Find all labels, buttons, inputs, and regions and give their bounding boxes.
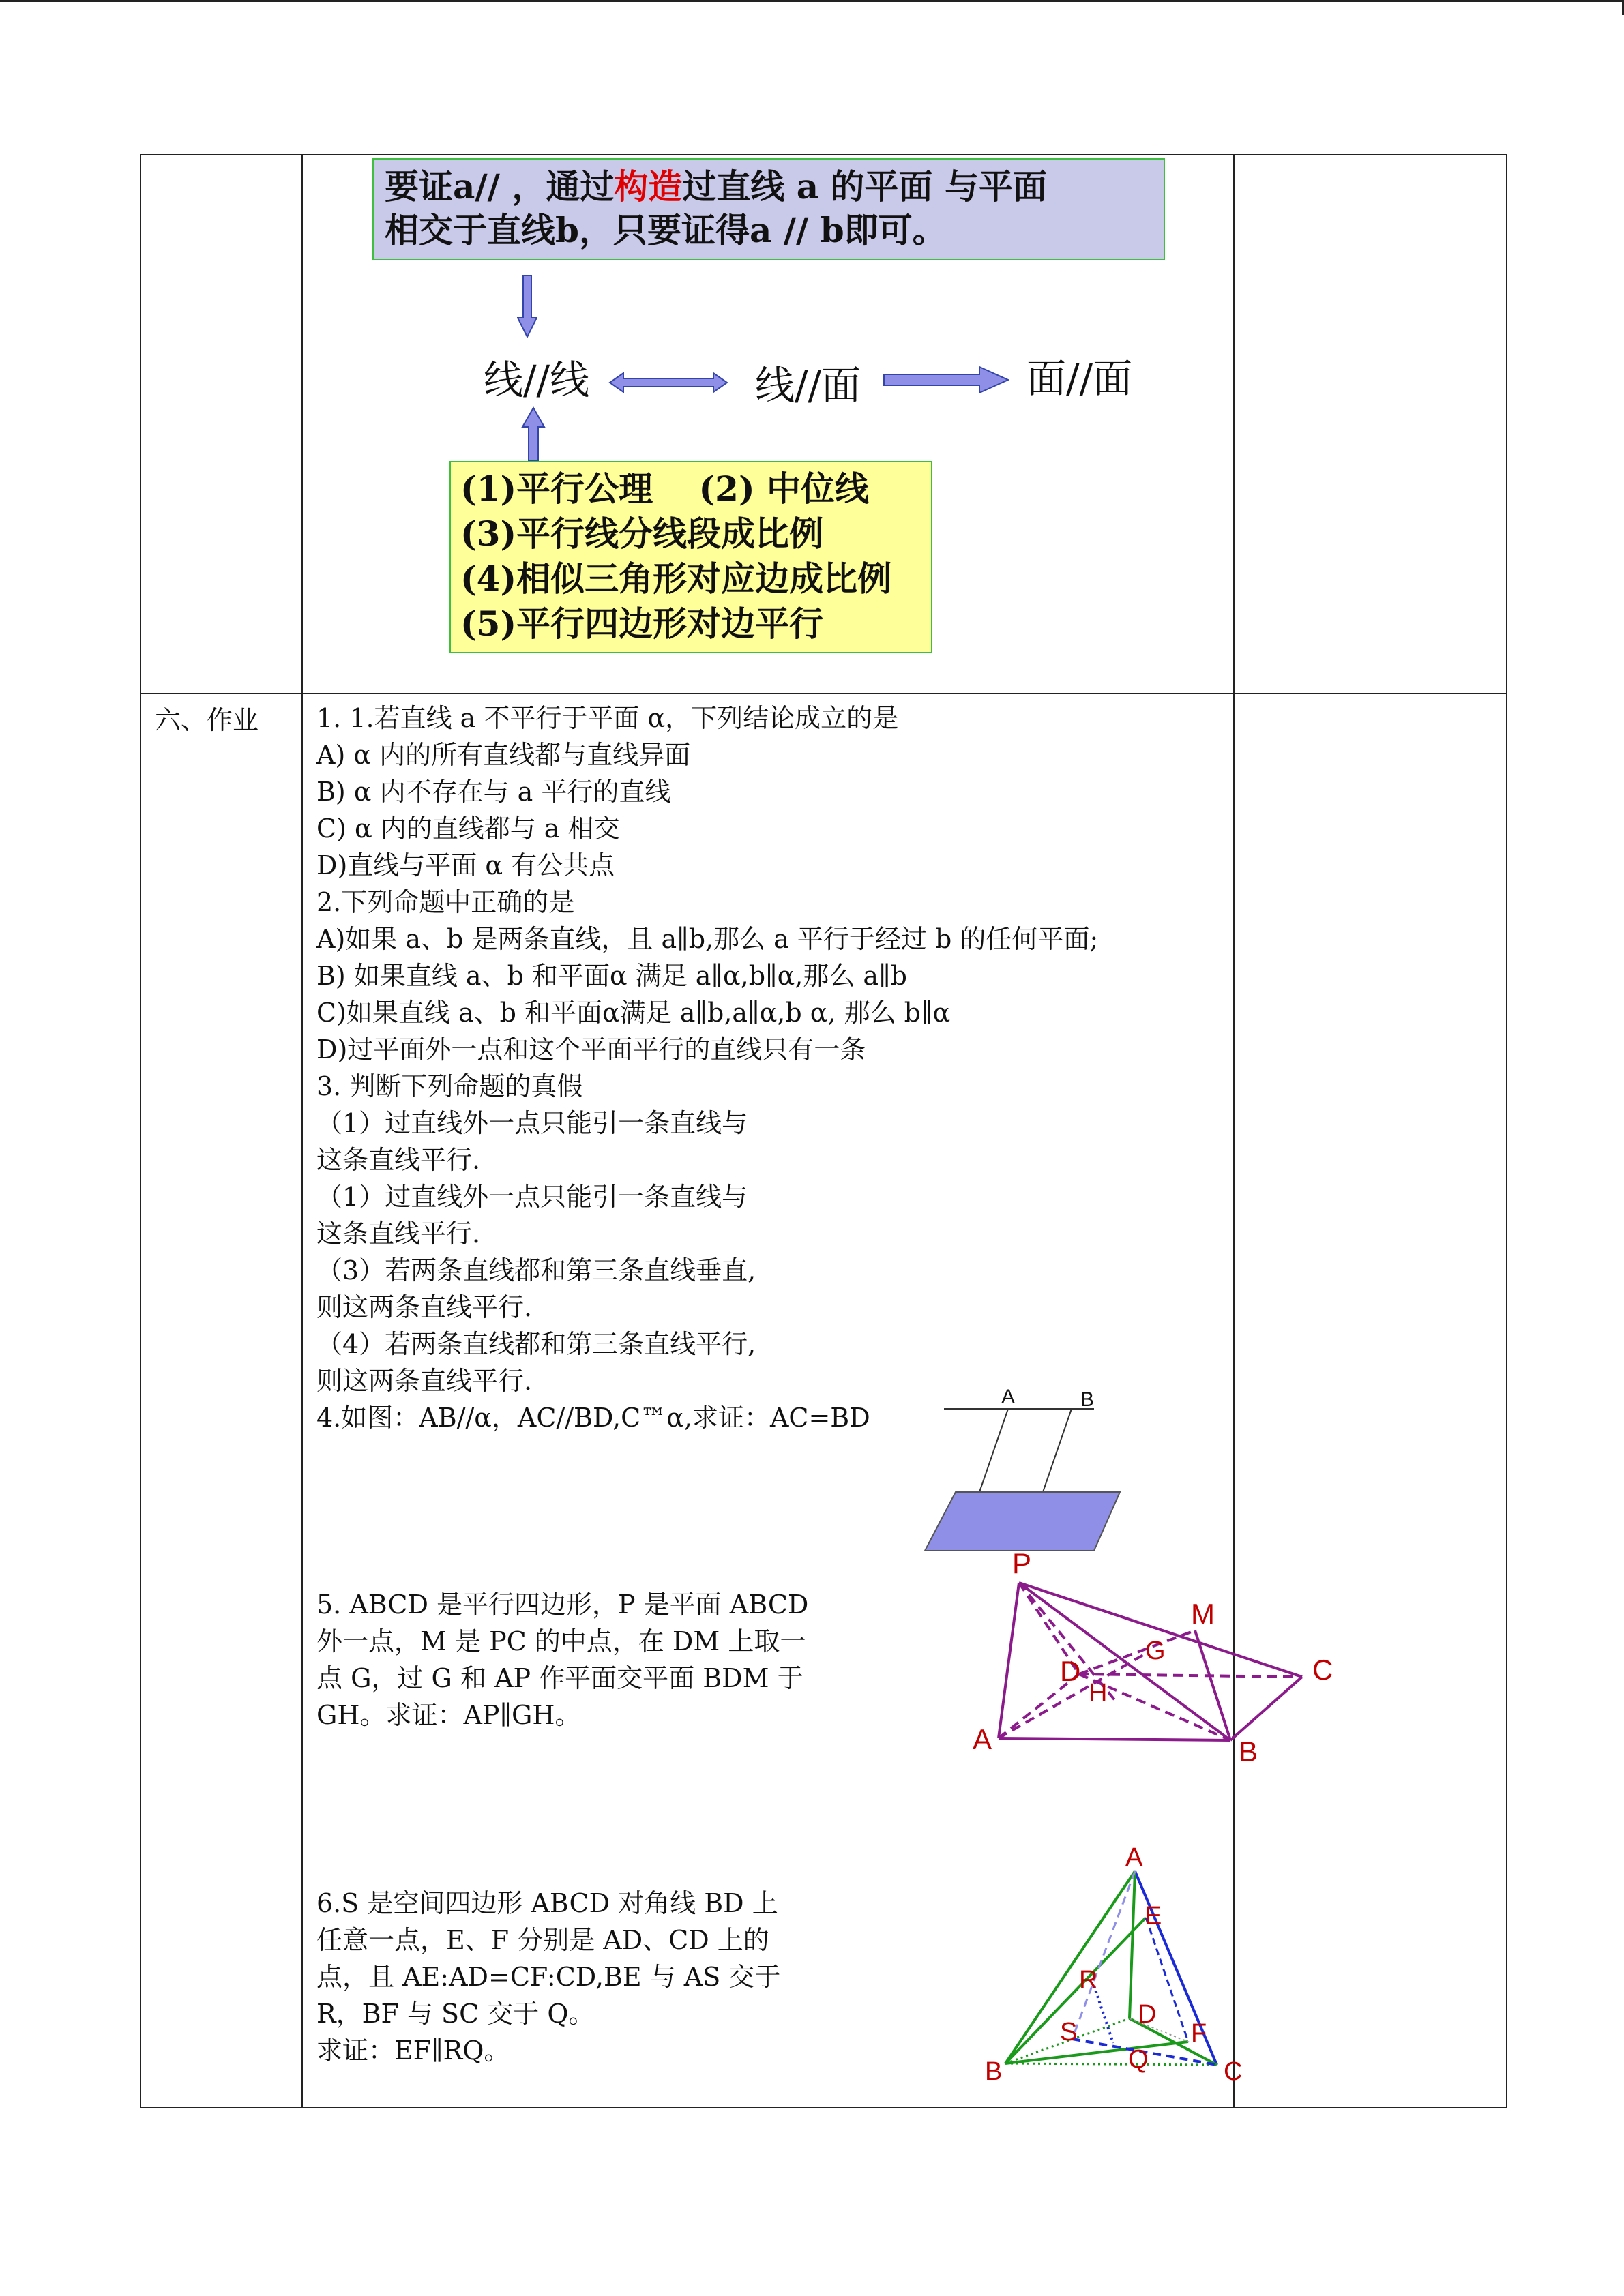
construct-highlight: 构造 <box>614 166 683 207</box>
row-label-cell <box>141 694 302 2108</box>
label-q: Q <box>1128 2045 1149 2074</box>
page-top-border <box>0 0 1624 2</box>
homework-line: 外一点，M 是 PC 的中点，在 DM 上取一 <box>316 1626 806 1656</box>
label-r: R <box>1079 1966 1098 1995</box>
edge-bc <box>1005 2063 1217 2065</box>
figure-5-pyramid <box>971 1543 1394 1789</box>
label-a: A <box>1001 1386 1016 1408</box>
homework-cell <box>302 694 1333 2108</box>
segment-bd <box>1043 1409 1072 1492</box>
homework-line: 4.如图：AB//α，AC//BD,C™α,求证：AC=BD <box>316 1403 870 1433</box>
label-m: M <box>1191 1598 1215 1630</box>
label-h: H <box>1089 1679 1108 1708</box>
proof-strategy-box <box>372 158 1165 260</box>
homework-line: 任意一点，E、F 分别是 AD、CD 上的 <box>316 1925 769 1955</box>
problem-6-text <box>316 1885 780 2069</box>
label-b: B <box>985 2057 1003 2086</box>
line-parallel-line: 线//线 <box>484 357 590 403</box>
label-g: G <box>1145 1637 1166 1665</box>
arrow-up-icon <box>521 406 546 462</box>
homework-line: （4）若两条直线都和第三条直线平行, <box>316 1329 756 1359</box>
label-b: B <box>1239 1735 1258 1768</box>
homework-line: D)直线与平面 α 有公共点 <box>316 850 615 880</box>
homework-line: R，BF 与 SC 交于 Q。 <box>316 1999 595 2029</box>
label-p: P <box>1012 1547 1032 1579</box>
label-c: C <box>1224 2057 1243 2086</box>
label-d: D <box>1138 2000 1157 2029</box>
homework-line: A)如果 a、b 是两条直线，且 a∥b,那么 a 平行于经过 b 的任何平面; <box>316 924 1099 954</box>
segment-dm <box>1079 1630 1195 1674</box>
homework-line: 1. 1.若直线 a 不平行于平面 α，下列结论成立的是 <box>316 703 899 733</box>
problem-5-text <box>316 1586 808 1733</box>
method-item: (3)平行线分线段成比例 <box>460 513 824 554</box>
label-e: E <box>1145 1902 1162 1930</box>
label-s: S <box>1060 2018 1078 2046</box>
homework-line: A) α 内的所有直线都与直线异面 <box>316 740 691 770</box>
homework-line: 点，且 AE:AD=CF:CD,BE 与 AS 交于 <box>316 1962 781 1992</box>
method-item: (1)平行公理 (2) 中位线 <box>460 468 870 509</box>
homework-line: B) 如果直线 a、b 和平面α 满足 a∥α,b∥α,那么 a∥b <box>316 961 907 991</box>
figure-6-tetrahedron <box>971 1844 1326 2089</box>
figure-4-plane-lines <box>924 1376 1149 1553</box>
homework-line: 这条直线平行. <box>316 1145 481 1175</box>
homework-line: 6.S 是空间四边形 ABCD 对角线 BD 上 <box>316 1888 778 1918</box>
method-diagram-cell <box>302 155 1234 694</box>
table-row <box>141 694 1507 2108</box>
homework-line: （1）过直线外一点只能引一条直线与 <box>316 1182 748 1212</box>
homework-line: B) α 内不存在与 a 平行的直线 <box>316 777 671 807</box>
strategy-text: 相交于直线b，只要证得a // b即可。 <box>385 210 947 250</box>
label-d: D <box>1060 1655 1081 1687</box>
notes-cell <box>1234 155 1507 694</box>
homework-line: 2.下列命题中正确的是 <box>316 887 575 917</box>
edge-bc <box>1230 1677 1302 1740</box>
arrow-right-icon <box>883 366 1009 394</box>
section-label: 六、作业 <box>155 705 259 735</box>
homework-line: D)过平面外一点和这个平面平行的直线只有一条 <box>316 1034 866 1064</box>
edge-dc <box>1079 1674 1302 1677</box>
homework-line: （3）若两条直线都和第三条直线垂直, <box>316 1255 756 1285</box>
lesson-table <box>140 154 1507 2108</box>
homework-line: 求证：EF∥RQ。 <box>316 2036 510 2066</box>
parallel-methods-box <box>449 461 932 653</box>
double-arrow-icon <box>608 371 728 394</box>
table-row <box>141 155 1507 694</box>
homework-line: 则这两条直线平行. <box>316 1366 533 1396</box>
plane-parallel-plane: 面//面 <box>1027 355 1133 402</box>
arrow-down-icon <box>517 275 537 338</box>
segment-as <box>1072 1871 1135 2039</box>
edge-pa <box>999 1583 1019 1738</box>
homework-text <box>316 700 1098 1436</box>
homework-line: C) α 内的直线都与 a 相交 <box>316 814 620 844</box>
segment-bf <box>1005 2042 1188 2063</box>
homework-line: 这条直线平行. <box>316 1219 481 1249</box>
edge-ab <box>999 1738 1230 1740</box>
row-label-cell <box>141 155 302 694</box>
homework-line: 则这两条直线平行. <box>316 1292 533 1322</box>
homework-line: 3. 判断下列命题的真假 <box>316 1071 583 1101</box>
label-b: B <box>1080 1388 1095 1411</box>
plane-alpha <box>925 1492 1120 1551</box>
strategy-text: 过直线 a 的平面 与平面 <box>682 166 1047 207</box>
homework-line: GH。求证：AP∥GH。 <box>316 1700 581 1730</box>
label-f: F <box>1191 2019 1207 2048</box>
label-c: C <box>1312 1654 1333 1686</box>
homework-line: 点 G，过 G 和 AP 作平面交平面 BDM 于 <box>316 1663 803 1693</box>
homework-line: 5. ABCD 是平行四边形，P 是平面 ABCD <box>316 1590 809 1620</box>
method-item: (4)相似三角形对应边成比例 <box>460 558 892 599</box>
homework-line: （1）过直线外一点只能引一条直线与 <box>316 1108 748 1138</box>
strategy-text: 要证a// ，通过 <box>385 166 615 207</box>
label-a: A <box>973 1723 992 1755</box>
homework-line: C)如果直线 a、b 和平面α满足 a∥b,a∥α,b α, 那么 b∥α <box>316 998 951 1028</box>
method-item: (5)平行四边形对边平行 <box>460 603 824 644</box>
line-parallel-plane: 线//面 <box>755 362 861 408</box>
label-a: A <box>1125 1844 1143 1872</box>
segment-ac <box>979 1409 1008 1492</box>
edge-ad <box>1130 1871 1135 2018</box>
